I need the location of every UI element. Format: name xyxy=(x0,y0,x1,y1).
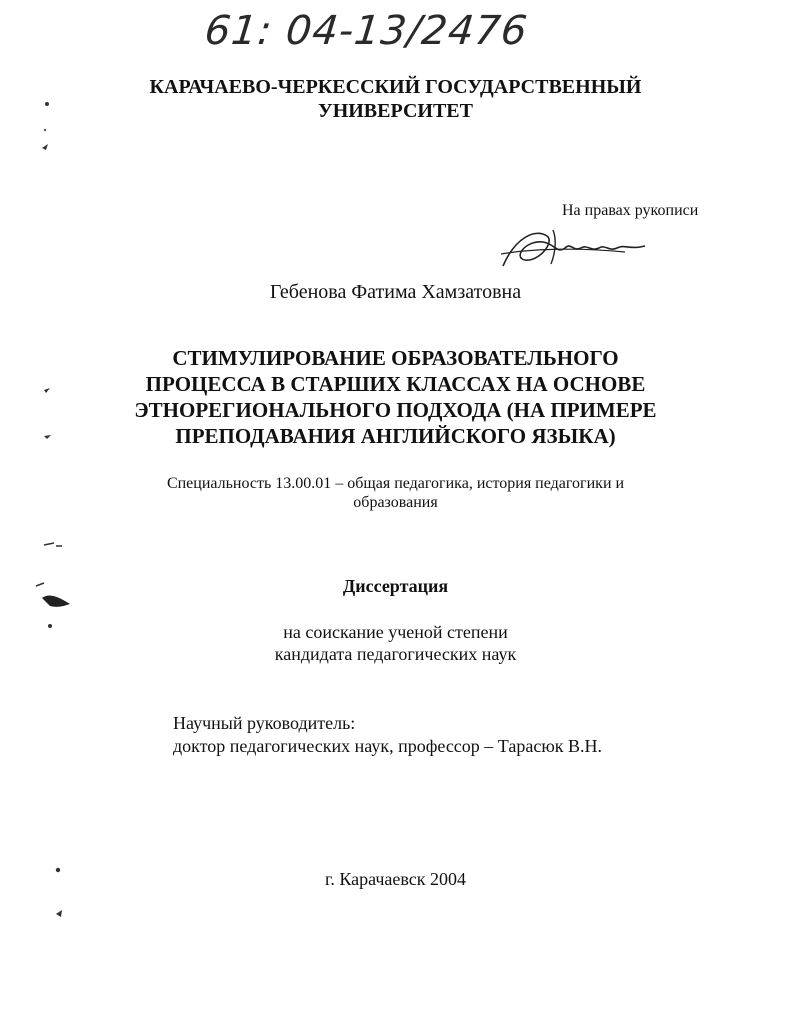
specialty-line: образования xyxy=(353,494,438,511)
supervisor-line: Научный руководитель: xyxy=(173,713,356,733)
degree-line: кандидата педагогических наук xyxy=(274,644,517,664)
title-line: ПРЕПОДАВАНИЯ АНГЛИЙСКОГО ЯЗЫКА) xyxy=(175,424,616,448)
title-line: ЭТНОРЕГИОНАЛЬНОГО ПОДХОДА (НА ПРИМЕРЕ xyxy=(134,398,657,422)
author-name: Гебенова Фатима Хамзатовна xyxy=(269,281,522,303)
title-line: ПРОЦЕССА В СТАРШИХ КЛАССАХ НА ОСНОВЕ xyxy=(145,372,646,396)
city-and-year: г. Карачаевск 2004 xyxy=(324,869,467,889)
archive-handwritten-code: 61: 04-13/2476 xyxy=(202,8,531,54)
title-line: СТИМУЛИРОВАНИЕ ОБРАЗОВАТЕЛЬНОГО xyxy=(172,346,619,370)
manuscript-rights-note: На правах рукописи xyxy=(562,202,699,219)
document-type: Диссертация xyxy=(342,576,449,596)
supervisor-line: доктор педагогических наук, профессор – Тарасюк В.Н. xyxy=(173,736,603,756)
degree-line: на соискание ученой степени xyxy=(283,622,508,642)
university-line: УНИВЕРСИТЕТ xyxy=(318,100,473,122)
university-line: КАРАЧАЕВО-ЧЕРКЕССКИЙ ГОСУДАРСТВЕННЫЙ xyxy=(149,76,642,98)
specialty-line: Специальность 13.00.01 – общая педагогика, история педагогики и xyxy=(166,475,625,492)
